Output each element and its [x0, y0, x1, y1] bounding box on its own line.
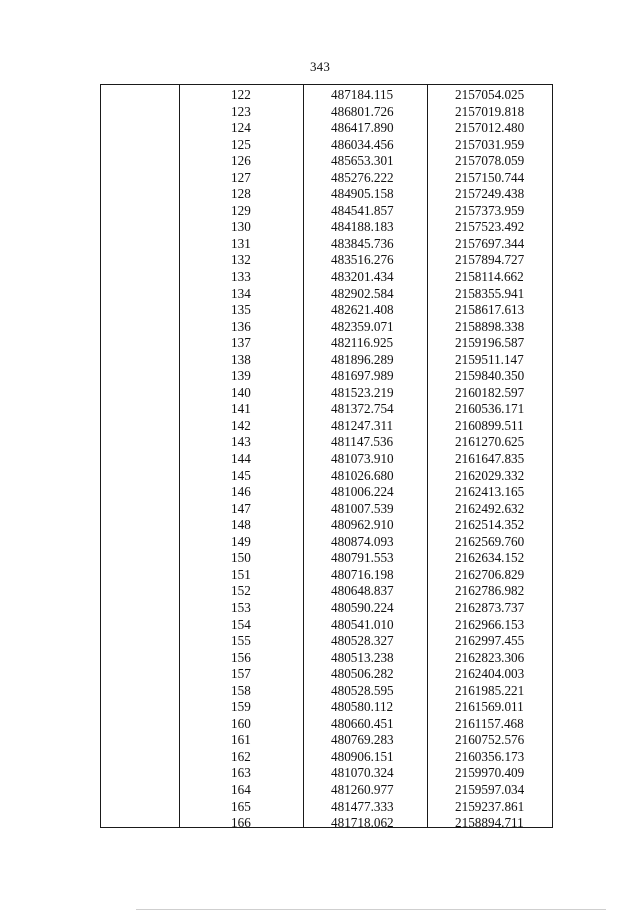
y-coordinate: 2161985.221: [455, 682, 525, 698]
vertex-number: 164: [231, 781, 251, 797]
x-coordinate: 480906.151: [331, 748, 394, 764]
y-coordinate: 2162786.982: [455, 583, 525, 599]
x-coordinate: 480541.010: [331, 616, 394, 632]
x-coordinate: 484188.183: [331, 219, 394, 235]
y-coordinate: 2162873.737: [455, 599, 525, 615]
vertex-number: 148: [231, 517, 251, 533]
x-coordinate: 482359.071: [331, 318, 394, 334]
x-coordinate: 480580.112: [331, 699, 394, 715]
y-coordinate: 2157894.727: [455, 252, 525, 268]
table-row: [101, 583, 552, 600]
y-coordinate: 2162706.829: [455, 566, 525, 582]
x-coordinate: 484905.158: [331, 186, 394, 202]
table-row: [101, 219, 552, 236]
y-coordinate: 2160182.597: [455, 384, 525, 400]
table-row: [101, 368, 552, 385]
x-coordinate: 485653.301: [331, 153, 394, 169]
x-coordinate: 480528.327: [331, 633, 394, 649]
x-coordinate: 481260.977: [331, 781, 394, 797]
table-row: [101, 517, 552, 534]
vertex-number: 125: [231, 136, 251, 152]
vertex-number: 136: [231, 318, 251, 334]
x-coordinate: 480791.553: [331, 550, 394, 566]
vertex-number: 150: [231, 550, 251, 566]
table-row: [101, 749, 552, 766]
table-row: [101, 699, 552, 716]
x-coordinate: 480769.283: [331, 732, 394, 748]
y-coordinate: 2161647.835: [455, 451, 525, 467]
table-row: [101, 137, 552, 154]
y-coordinate: 2162634.152: [455, 550, 525, 566]
table-row: [101, 501, 552, 518]
y-coordinate: 2157697.344: [455, 235, 525, 251]
x-coordinate: 481247.311: [331, 417, 394, 433]
vertex-number: 133: [231, 269, 251, 285]
x-coordinate: 480874.093: [331, 533, 394, 549]
x-coordinate: 481147.536: [331, 434, 394, 450]
y-coordinate: 2162997.455: [455, 633, 525, 649]
table-row: [101, 104, 552, 121]
vertex-number: 123: [231, 103, 251, 119]
y-coordinate: 2158894.711: [455, 815, 524, 831]
y-coordinate: 2160899.511: [455, 417, 524, 433]
y-coordinate: 2162514.352: [455, 517, 525, 533]
table-row: [101, 815, 552, 832]
table-row: [101, 418, 552, 435]
table-row: [101, 120, 552, 137]
y-coordinate: 2159970.409: [455, 765, 525, 781]
y-coordinate: 2159237.861: [455, 798, 525, 814]
vertex-number: 154: [231, 616, 251, 632]
table-row: [101, 203, 552, 220]
vertex-number: 143: [231, 434, 251, 450]
vertex-number: 152: [231, 583, 251, 599]
x-coordinate: 486801.726: [331, 103, 394, 119]
vertex-number: 144: [231, 451, 251, 467]
vertex-number: 142: [231, 417, 251, 433]
table-row: [101, 732, 552, 749]
vertex-number: 128: [231, 186, 251, 202]
x-coordinate: 482902.584: [331, 285, 394, 301]
y-coordinate: 2157054.025: [455, 87, 525, 102]
x-coordinate: 481026.680: [331, 467, 394, 483]
y-coordinate: 2157078.059: [455, 153, 525, 169]
y-coordinate: 2162966.153: [455, 616, 525, 632]
table-row: [101, 252, 552, 269]
table-row: [101, 567, 552, 584]
vertex-number: 146: [231, 484, 251, 500]
vertex-number: 124: [231, 120, 251, 136]
table-row: [101, 401, 552, 418]
vertex-number: 155: [231, 633, 251, 649]
x-coordinate: 480528.595: [331, 682, 394, 698]
x-coordinate: 481006.224: [331, 484, 394, 500]
table-body: [101, 87, 552, 832]
vertex-number: 126: [231, 153, 251, 169]
x-coordinate: 480590.224: [331, 599, 394, 615]
x-coordinate: 482116.925: [331, 335, 394, 351]
table-row: [101, 468, 552, 485]
x-coordinate: 487184.115: [331, 87, 394, 102]
vertex-number: 147: [231, 500, 251, 516]
x-coordinate: 484541.857: [331, 202, 394, 218]
table-row: [101, 434, 552, 451]
x-coordinate: 482621.408: [331, 302, 394, 318]
table-row: [101, 153, 552, 170]
y-coordinate: 2158617.613: [455, 302, 525, 318]
y-coordinate: 2158114.662: [455, 269, 524, 285]
vertex-number: 145: [231, 467, 251, 483]
vertex-number: 138: [231, 351, 251, 367]
table-row: [101, 650, 552, 667]
y-coordinate: 2157373.959: [455, 202, 525, 218]
table-row: [101, 335, 552, 352]
vertex-number: 162: [231, 748, 251, 764]
table-row: [101, 87, 552, 104]
x-coordinate: 480962.910: [331, 517, 394, 533]
y-coordinate: 2157150.744: [455, 169, 525, 185]
y-coordinate: 2157523.492: [455, 219, 525, 235]
table-row: [101, 600, 552, 617]
vertex-number: 158: [231, 682, 251, 698]
y-coordinate: 2162569.760: [455, 533, 525, 549]
x-coordinate: 481523.219: [331, 384, 394, 400]
y-coordinate: 2159511.147: [455, 351, 524, 367]
y-coordinate: 2159196.587: [455, 335, 525, 351]
vertex-number: 161: [231, 732, 251, 748]
x-coordinate: 483845.736: [331, 235, 394, 251]
vertex-number: 163: [231, 765, 251, 781]
vertex-number: 166: [231, 815, 251, 831]
vertex-number: 130: [231, 219, 251, 235]
y-coordinate: 2157019.818: [455, 103, 525, 119]
table-row: [101, 451, 552, 468]
y-coordinate: 2162492.632: [455, 500, 525, 516]
table-row: [101, 302, 552, 319]
x-coordinate: 481718.062: [331, 815, 394, 831]
y-coordinate: 2160356.173: [455, 748, 525, 764]
x-coordinate: 481007.539: [331, 500, 394, 516]
page-number: 343: [309, 59, 331, 74]
table-row: [101, 484, 552, 501]
table-row: [101, 666, 552, 683]
y-coordinate: 2162029.332: [455, 467, 525, 483]
x-coordinate: 480513.238: [331, 649, 394, 665]
vertex-number: 135: [231, 302, 251, 318]
table-row: [101, 534, 552, 551]
vertex-number: 165: [231, 798, 251, 814]
x-coordinate: 483201.434: [331, 269, 394, 285]
table-row: [101, 716, 552, 733]
vertex-number: 137: [231, 335, 251, 351]
y-coordinate: 2162413.165: [455, 484, 525, 500]
x-coordinate: 486417.890: [331, 120, 394, 136]
x-coordinate: 481372.754: [331, 401, 394, 417]
table-row: [101, 765, 552, 782]
table-row: [101, 617, 552, 634]
y-coordinate: 2158898.338: [455, 318, 525, 334]
y-coordinate: 2160536.171: [455, 401, 525, 417]
x-coordinate: 480660.451: [331, 715, 394, 731]
vertex-number: 131: [231, 235, 251, 251]
vertex-number: 159: [231, 699, 251, 715]
x-coordinate: 480648.837: [331, 583, 394, 599]
x-coordinate: 481073.910: [331, 451, 394, 467]
table-row: [101, 186, 552, 203]
table-row: [101, 269, 552, 286]
y-coordinate: 2157249.438: [455, 186, 525, 202]
table-row: [101, 385, 552, 402]
x-coordinate: 481477.333: [331, 798, 394, 814]
vertex-number: 129: [231, 202, 251, 218]
vertex-number: 132: [231, 252, 251, 268]
y-coordinate: 2159840.350: [455, 368, 525, 384]
vertex-number: 140: [231, 384, 251, 400]
y-coordinate: 2160752.576: [455, 732, 525, 748]
y-coordinate: 2157012.480: [455, 120, 525, 136]
vertex-number: 160: [231, 715, 251, 731]
vertex-number: 149: [231, 533, 251, 549]
table-row: [101, 683, 552, 700]
table-row: [101, 236, 552, 253]
table-row: [101, 799, 552, 816]
vertex-number: 127: [231, 169, 251, 185]
x-coordinate: 481070.324: [331, 765, 394, 781]
vertex-number: 151: [231, 566, 251, 582]
table-row: [101, 286, 552, 303]
x-coordinate: 480716.198: [331, 566, 394, 582]
table-row: [101, 550, 552, 567]
y-coordinate: 2161270.625: [455, 434, 525, 450]
y-coordinate: 2158355.941: [455, 285, 525, 301]
y-coordinate: 2159597.034: [455, 781, 525, 797]
table-row: [101, 782, 552, 799]
scan-edge-line: [136, 909, 606, 910]
vertex-number: 156: [231, 649, 251, 665]
vertex-number: 157: [231, 666, 251, 682]
vertex-number: 134: [231, 285, 251, 301]
y-coordinate: 2161569.011: [455, 699, 524, 715]
coordinate-table: [100, 84, 553, 831]
x-coordinate: 480506.282: [331, 666, 394, 682]
table-row: [101, 352, 552, 369]
table-row: [101, 319, 552, 336]
x-coordinate: 481896.289: [331, 351, 394, 367]
table-row: [101, 170, 552, 187]
vertex-number: 141: [231, 401, 251, 417]
y-coordinate: 2162823.306: [455, 649, 525, 665]
y-coordinate: 2162404.003: [455, 666, 525, 682]
y-coordinate: 2161157.468: [455, 715, 524, 731]
x-coordinate: 485276.222: [331, 169, 394, 185]
vertex-number: 139: [231, 368, 251, 384]
table-row: [101, 633, 552, 650]
x-coordinate: 481697.989: [331, 368, 394, 384]
x-coordinate: 483516.276: [331, 252, 394, 268]
vertex-number: 153: [231, 599, 251, 615]
x-coordinate: 486034.456: [331, 136, 394, 152]
y-coordinate: 2157031.959: [455, 136, 525, 152]
vertex-number: 122: [231, 87, 251, 102]
